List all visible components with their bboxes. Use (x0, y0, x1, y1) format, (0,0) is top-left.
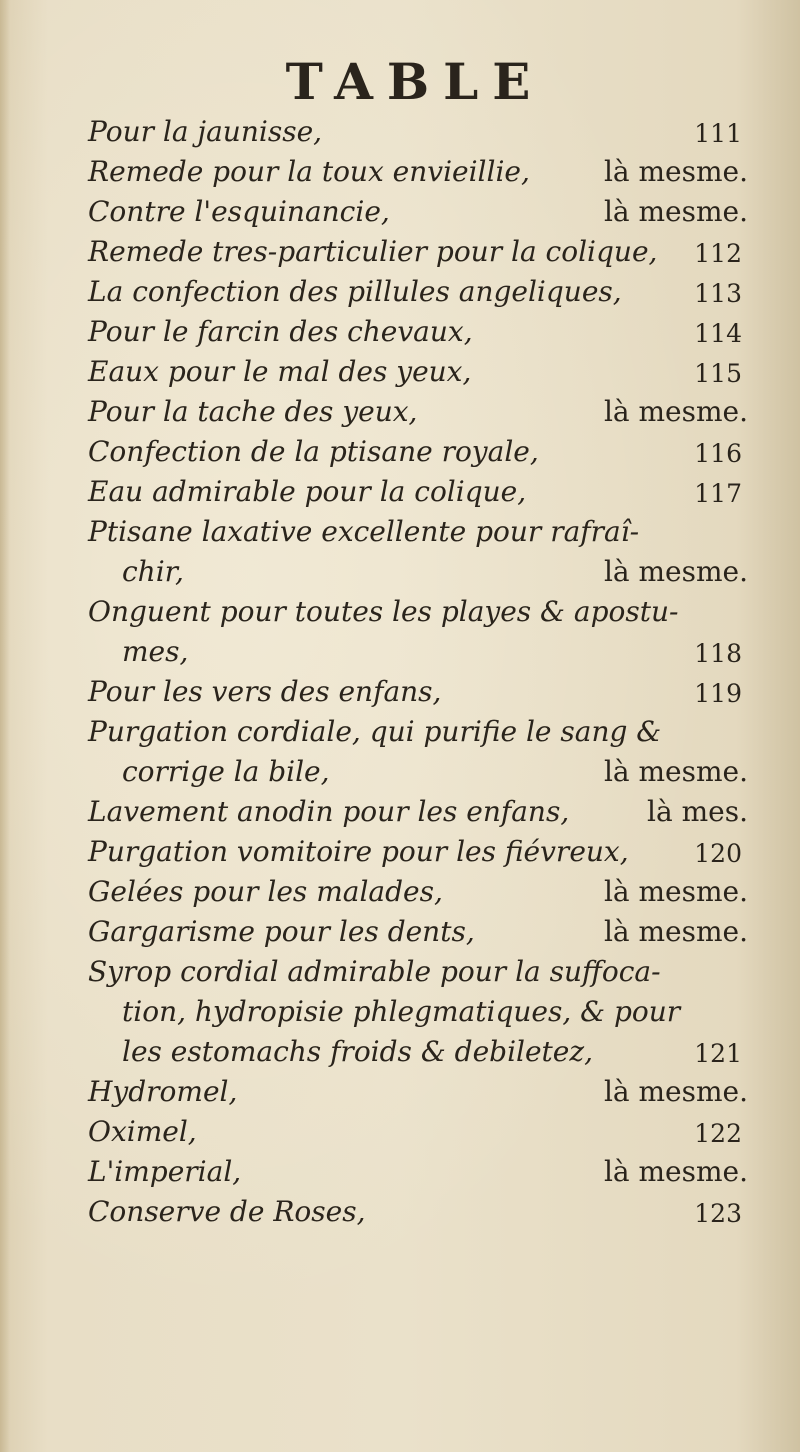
page-reference: 123 (694, 1199, 742, 1228)
entry-text: Gelées pour les malades, (88, 875, 443, 908)
entry-text: Remede tres-particulier pour la colique, (88, 235, 658, 268)
toc-entry (0, 350, 800, 390)
entry-text: tion, hydropisie phlegmatiques, & pour (122, 995, 681, 1028)
toc-entry (0, 110, 800, 150)
entry-text: Gargarisme pour les dents, (88, 915, 475, 948)
entry-text: Ptisane laxative excellente pour rafraî- (88, 515, 640, 548)
toc-continuation-line (0, 990, 800, 1030)
entry-text: Syrop cordial admirable pour la suffoca- (88, 955, 661, 988)
entry-text: Remede pour la toux envieillie, (88, 155, 530, 188)
page-reference: là mesme. (603, 755, 748, 788)
toc-entry (0, 430, 800, 470)
toc-entry (0, 150, 800, 190)
page-reference: là mes. (647, 795, 748, 828)
entry-text: Hydromel, (88, 1075, 238, 1108)
entry-text: L'imperial, (88, 1155, 242, 1188)
toc-continuation-line (0, 550, 800, 590)
page-reference: 121 (694, 1039, 742, 1068)
entry-text: les estomachs froids & debiletez, (122, 1035, 594, 1068)
entry-text: Lavement anodin pour les enfans, (88, 795, 570, 828)
toc-entry (0, 310, 800, 350)
toc-entry (0, 270, 800, 310)
entry-text: Contre l'esquinancie, (88, 195, 390, 228)
entry-text: Oximel, (88, 1115, 197, 1148)
page-reference: là mesme. (603, 155, 748, 188)
entry-text: chir, (122, 555, 184, 588)
entry-text: Pour le farcin des chevaux, (88, 315, 473, 348)
page-reference: 120 (694, 839, 742, 868)
toc-entry (0, 510, 800, 550)
page-reference: 113 (694, 279, 742, 308)
entry-text: Purgation cordiale, qui purifie le sang & (88, 715, 662, 748)
entry-text: Conserve de Roses, (88, 1195, 366, 1228)
toc-entry (0, 1150, 800, 1190)
toc-entry (0, 1110, 800, 1150)
page-reference: 115 (694, 359, 742, 388)
toc-continuation-line (0, 1030, 800, 1070)
toc-entry (0, 390, 800, 430)
toc-entry (0, 1190, 800, 1230)
entry-text: Onguent pour toutes les playes & apostu- (88, 595, 679, 628)
entry-text: Eaux pour le mal des yeux, (88, 355, 472, 388)
entry-text: La confection des pillules angeliques, (88, 275, 622, 308)
page-reference: 122 (694, 1119, 742, 1148)
entry-text: Pour la tache des yeux, (88, 395, 418, 428)
page-reference: 119 (694, 679, 742, 708)
page-reference: là mesme. (603, 555, 748, 588)
page-reference: là mesme. (603, 395, 748, 428)
page-reference: là mesme. (603, 1075, 748, 1108)
page-reference: 118 (694, 639, 742, 668)
page-reference: là mesme. (603, 915, 748, 948)
page-title: TABLE (285, 52, 545, 111)
toc-entry (0, 710, 800, 750)
page-reference: là mesme. (603, 875, 748, 908)
toc-entry (0, 230, 800, 270)
toc-entry (0, 470, 800, 510)
page-reference: 117 (694, 479, 742, 508)
entry-text: mes, (122, 635, 189, 668)
page-reference: 116 (694, 439, 742, 468)
page-reference: 114 (694, 319, 742, 348)
entry-text: Eau admirable pour la colique, (88, 475, 527, 508)
toc-entry (0, 790, 800, 830)
entry-text: Purgation vomitoire pour les fiévreux, (88, 835, 629, 868)
page-reference: là mesme. (603, 1155, 748, 1188)
table-of-contents (0, 110, 800, 1230)
entry-text: Pour la jaunisse, (88, 115, 323, 148)
toc-entry (0, 1070, 800, 1110)
toc-entry (0, 190, 800, 230)
toc-continuation-line (0, 630, 800, 670)
page-reference: 111 (694, 119, 742, 148)
toc-continuation-line (0, 750, 800, 790)
entry-text: Confection de la ptisane royale, (88, 435, 539, 468)
toc-entry (0, 870, 800, 910)
toc-entry (0, 950, 800, 990)
page-reference: 112 (694, 239, 742, 268)
entry-text: Pour les vers des enfans, (88, 675, 442, 708)
entry-text: corrige la bile, (122, 755, 330, 788)
toc-entry (0, 590, 800, 630)
page-reference: là mesme. (603, 195, 748, 228)
toc-entry (0, 670, 800, 710)
toc-entry (0, 910, 800, 950)
toc-entry (0, 830, 800, 870)
